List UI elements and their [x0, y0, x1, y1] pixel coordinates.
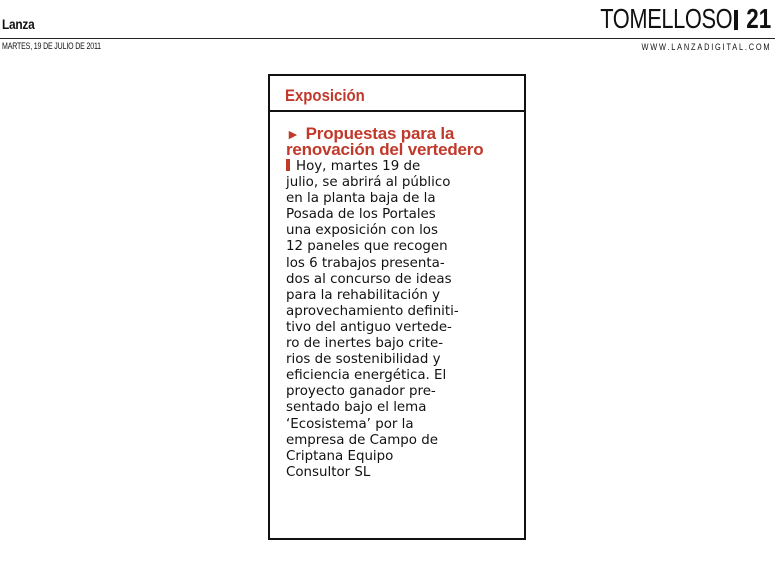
body-line: Posada de los Portales [286, 207, 436, 223]
body-line: Criptana Equipo [286, 448, 394, 464]
header-rule [0, 38, 775, 39]
body-line: proyecto ganador pre- [286, 384, 436, 400]
body-line: eficiencia energética. El [286, 368, 447, 384]
body-line: aprovechamiento definiti- [286, 303, 459, 319]
body-line: dos al concurso de ideas [286, 271, 452, 287]
masthead-left [2, 16, 40, 32]
body-line: empresa de Campo de [286, 432, 438, 448]
article-headline [286, 126, 518, 157]
body-line: para la rehabilitación y [286, 287, 441, 303]
article-box [268, 74, 526, 540]
paragraph-marker-icon [286, 159, 290, 171]
body-line: Consultor SL [286, 464, 371, 480]
page-separator [734, 10, 738, 30]
section-name: TOMELLOSO [599, 3, 732, 34]
publication-name: Lanza [2, 16, 35, 32]
page-number: 21 [746, 3, 771, 34]
body-line: tivo del antiguo vertede- [286, 319, 452, 335]
publication-date: MARTES, 19 DE JULIO DE 2011 [2, 41, 101, 51]
body-line: los 6 trabajos presenta- [286, 255, 445, 271]
body-line: 12 paneles que recogen [286, 239, 448, 255]
body-line: julio, se abrirá al público [286, 175, 451, 191]
body-line: Hoy, martes 19 de [286, 159, 514, 175]
website-url: WWW.LANZADIGITAL.COM [641, 42, 771, 52]
article-section-header [270, 76, 524, 112]
headline-text: Propuestas para la renovación del vertedero [286, 124, 484, 159]
article-body [286, 159, 514, 481]
body-line: en la planta baja de la [286, 191, 436, 207]
body-line: ‘Ecosistema’ por la [286, 416, 414, 432]
body-line: rios de sostenibilidad y [286, 352, 441, 368]
article-section-label: Exposición [285, 86, 365, 105]
body-line: sentado bajo el lema [286, 400, 427, 416]
masthead-right [563, 4, 771, 34]
body-line: ro de inertes bajo crite- [286, 336, 444, 352]
body-line: una exposición con los [286, 223, 438, 239]
arrow-icon: ► [286, 126, 300, 142]
